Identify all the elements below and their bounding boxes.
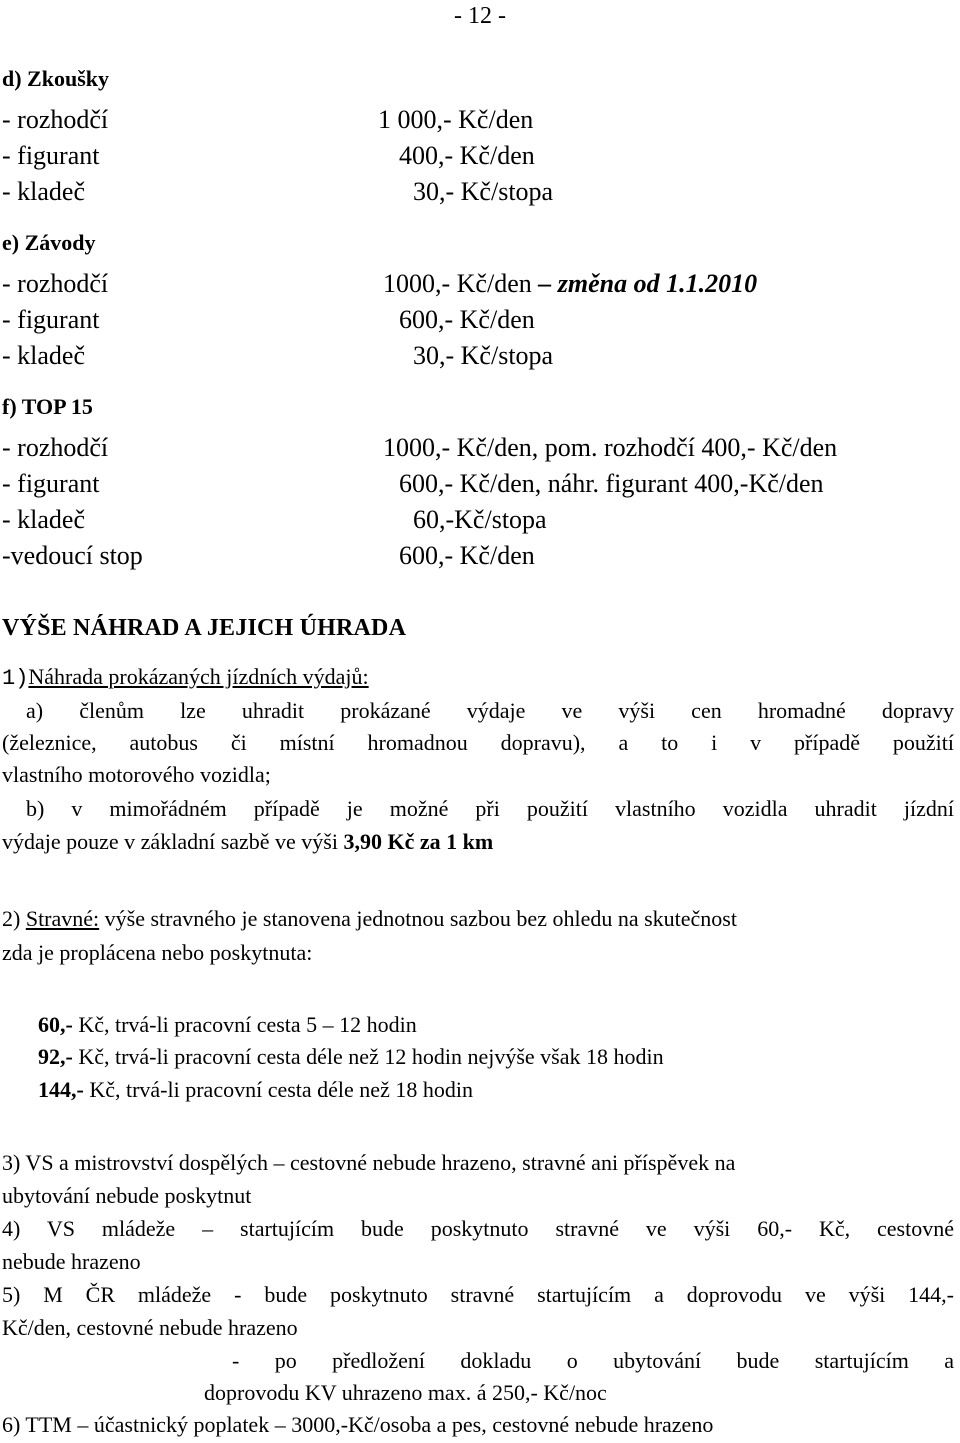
section-e-label-3: - kladeč <box>2 341 86 370</box>
item-6-line: 6) TTM – účastnický poplatek – 3000,-Kč/osoba a pes, cestovné nebude hrazeno <box>2 1412 714 1437</box>
item-5-sub-line-2: doprovodu KV uhrazeno max. á 250,- Kč/noc <box>204 1380 607 1405</box>
section-d-label-2: - figurant <box>2 141 100 170</box>
section-d-heading: d) Zkoušky <box>2 66 110 91</box>
section-e-value-2: 600,- Kč/den <box>399 305 535 334</box>
meal-rate-3: 144,- Kč, trvá-li pracovní cesta déle než 18 hodin <box>38 1077 473 1102</box>
section-f-value-1: 1000,- Kč/den, pom. rozhodčí 400,- Kč/den <box>383 433 838 462</box>
section-d-value-2: 400,- Kč/den <box>399 141 535 170</box>
meal-rate-2: 92,- Kč, trvá-li pracovní cesta déle než 12 hodin nejvýše však 18 hodin <box>38 1044 664 1069</box>
section-e-label-1: - rozhodčí <box>2 269 109 298</box>
change-note: – změna od 1.1.2010 <box>538 269 758 298</box>
section-f-label-1: - rozhodčí <box>2 433 109 462</box>
item-5-line-1: 5) M ČR mládeže - bude poskytnuto stravné startujícím a doprovodu ve výši 144,- <box>2 1282 954 1307</box>
section-d-value-3: 30,- Kč/stopa <box>413 177 554 206</box>
section-e-label-2: - figurant <box>2 305 100 334</box>
section-f-value-2: 600,- Kč/den, náhr. figurant 400,-Kč/den <box>399 469 824 498</box>
page-number: - 12 - <box>454 3 506 29</box>
item-3-line-1: 3) VS a mistrovství dospělých – cestovné nebude hrazeno, stravné ani příspěvek na <box>2 1150 736 1175</box>
section-d-label-1: - rozhodčí <box>2 105 109 134</box>
section-e-value-1: 1000,- Kč/den – změna od 1.1.2010 <box>383 269 758 298</box>
section-f-heading: f) TOP 15 <box>2 394 93 419</box>
section-f-label-4: -vedoucí stop <box>2 541 143 570</box>
item-4-line-1: 4) VS mládeže – startujícím bude poskytnuto stravné ve výši 60,- Kč, cestovné <box>2 1216 954 1241</box>
item-3-line-2: ubytování nebude poskytnut <box>2 1183 252 1208</box>
mileage-rate: 3,90 Kč za 1 km <box>343 829 494 854</box>
main-heading: VÝŠE NÁHRAD A JEJICH ÚHRADA <box>2 615 407 641</box>
section-f-value-4: 600,- Kč/den <box>399 541 535 570</box>
section-d-value-1: 1 000,- Kč/den <box>378 105 534 134</box>
item-4-line-2: nebude hrazeno <box>2 1249 141 1274</box>
item-2-line-2: zda je proplácena nebo poskytnuta: <box>2 940 313 965</box>
section-f-value-3: 60,-Kč/stopa <box>413 505 547 534</box>
item-1a-line-1: a) členům lze uhradit prokázané výdaje ve výši cen hromadné dopravy <box>26 698 954 723</box>
item-5-sub-line-1: - po předložení dokladu o ubytování bude startujícím a <box>232 1348 954 1373</box>
section-e-value-3: 30,- Kč/stopa <box>413 341 554 370</box>
item-1a-line-3: vlastního motorového vozidla; <box>2 762 271 787</box>
meal-rate-1: 60,- Kč, trvá-li pracovní cesta 5 – 12 hodin <box>38 1012 417 1037</box>
item-5-line-2: Kč/den, cestovné nebude hrazeno <box>2 1315 298 1340</box>
section-f-label-3: - kladeč <box>2 505 86 534</box>
item-1a-line-2: (železnice, autobus či místní hromadnou dopravu), a to i v případě použití <box>2 730 954 755</box>
item-2-line-1: 2) Stravné: výše stravného je stanovena jednotnou sazbou bez ohledu na skutečnost <box>2 906 737 931</box>
section-d-label-3: - kladeč <box>2 177 86 206</box>
section-e-heading: e) Závody <box>2 230 96 255</box>
section-f-label-2: - figurant <box>2 469 100 498</box>
item-1-title: 1)Náhrada prokázaných jízdních výdajů: <box>2 664 369 691</box>
item-1b-line-1: b) v mimořádném případě je možné při použití vlastního vozidla uhradit jízdní <box>26 796 954 821</box>
item-1b-line-2: výdaje pouze v základní sazbě ve výši 3,90 Kč za 1 km <box>2 829 494 854</box>
